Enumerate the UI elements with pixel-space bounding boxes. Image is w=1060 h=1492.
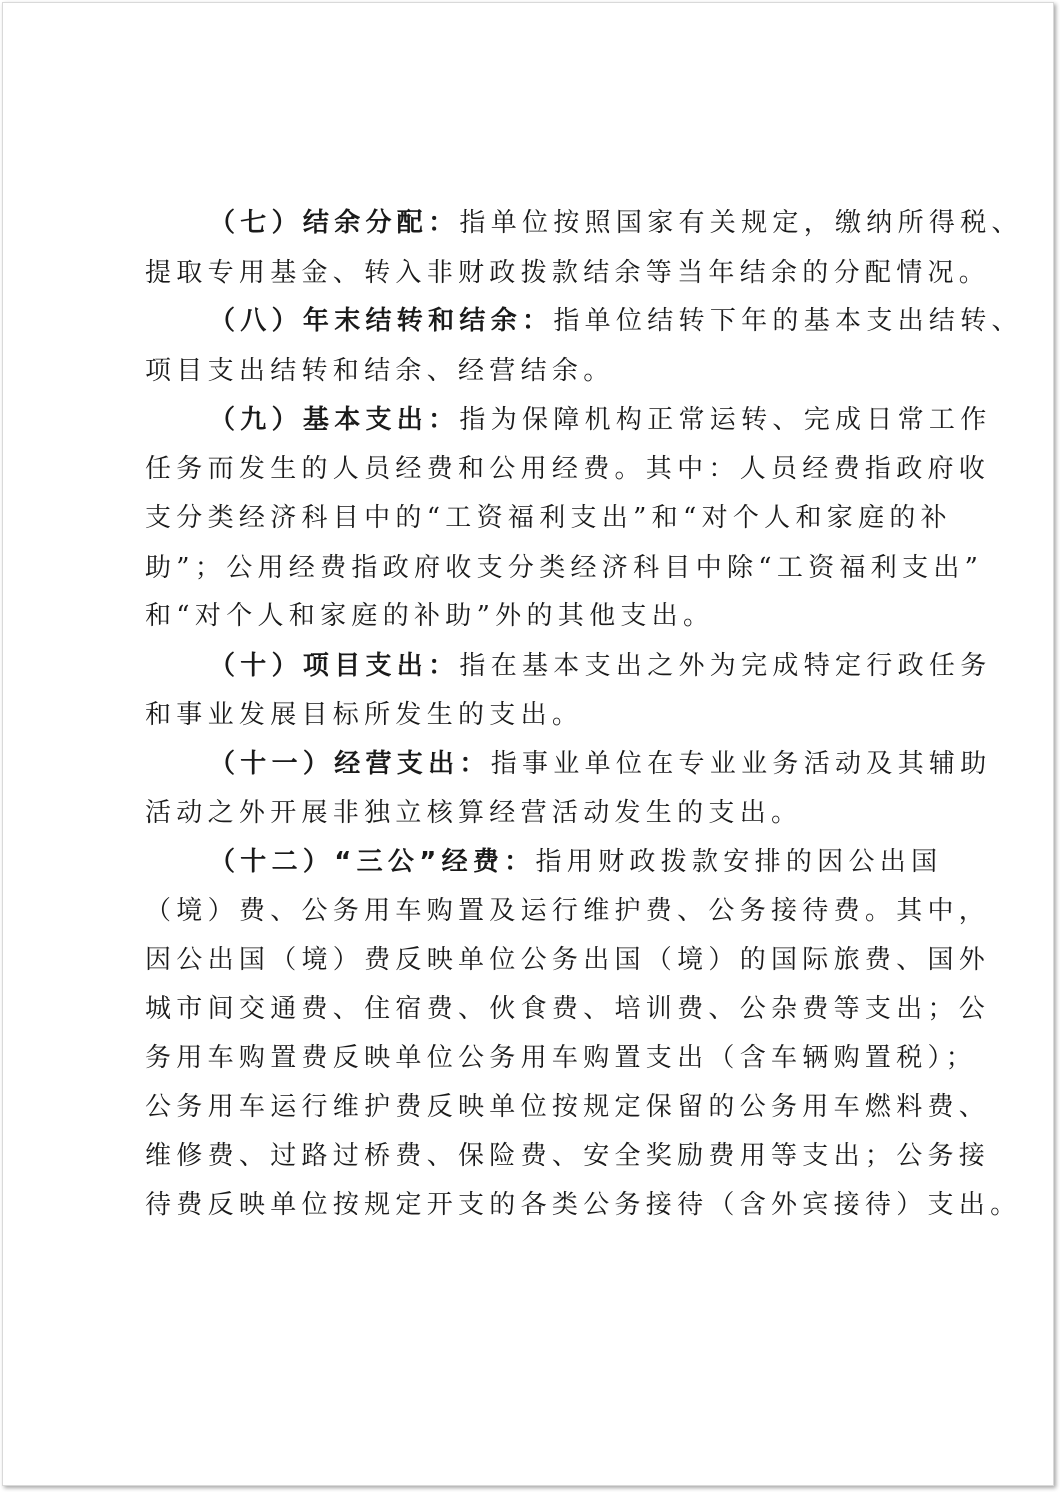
paragraph-7-line-2: 提取专用基金、转入非财政拨款结余等当年结余的分配情况。: [145, 258, 991, 288]
paragraph-9-line-1: （九）基本支出：指为保障机构正常运转、完成日常工作: [209, 405, 992, 435]
paragraph-12-line-3: 因公出国（境）费反映单位公务出国（境）的国际旅费、国外: [145, 945, 991, 975]
paragraph-8-line-1: （八）年末结转和结余：指单位结转下年的基本支出结转、: [209, 306, 1023, 336]
paragraph-12-line-2: （境）费、公务用车购置及运行维护费、公务接待费。其中，: [145, 896, 991, 926]
paragraph-12-line-1: （十二）“三公”经费：指用财政拨款安排的因公出国: [209, 847, 943, 877]
term-project-expenditure: （十）项目支出：: [209, 651, 460, 681]
paragraph-10-line-1: （十）项目支出：指在基本支出之外为完成特定行政任务: [209, 651, 992, 681]
paragraph-8-line-2: 项目支出结转和结余、经营结余。: [145, 356, 615, 386]
paragraph-10-line-2: 和事业发展目标所发生的支出。: [145, 700, 584, 730]
paragraph-12-line-8: 待费反映单位按规定开支的各类公务接待（含外宾接待）支出。: [145, 1190, 1022, 1220]
paragraph-11-line-1: （十一）经营支出：指事业单位在专业业务活动及其辅助: [209, 749, 992, 779]
paragraph-12-line-4: 城市间交通费、住宿费、伙食费、培训费、公杂费等支出；公: [145, 994, 991, 1024]
term-three-public-expenses: （十二）“三公”经费：: [209, 847, 536, 877]
term-basic-expenditure: （九）基本支出：: [209, 405, 460, 435]
term-surplus-distribution: （七）结余分配：: [209, 208, 460, 238]
paragraph-11-line-2: 活动之外开展非独立核算经营活动发生的支出。: [145, 798, 803, 828]
paragraph-12-line-5: 务用车购置费反映单位公务用车购置支出（含车辆购置税）；: [145, 1043, 978, 1073]
term-year-end-carryover: （八）年末结转和结余：: [209, 306, 554, 336]
paragraph-12-line-6: 公务用车运行维护费反映单位按规定保留的公务用车燃料费、: [145, 1092, 991, 1122]
paragraph-9-line-5: 和“对个人和家庭的补助”外的其他支出。: [145, 601, 715, 631]
paragraph-12-line-7: 维修费、过路过桥费、保险费、安全奖励费用等支出；公务接: [145, 1141, 991, 1171]
document-page: [2, 2, 1054, 1486]
term-operating-expenditure: （十一）经营支出：: [209, 749, 491, 779]
paragraph-9-line-3: 支分类经济科目中的“工资福利支出”和“对个人和家庭的补: [145, 503, 952, 533]
paragraph-7-line-1: （七）结余分配：指单位按照国家有关规定，缴纳所得税、: [209, 208, 1023, 238]
paragraph-9-line-2: 任务而发生的人员经费和公用经费。其中：人员经费指政府收: [145, 454, 991, 484]
paragraph-9-line-4: 助”；公用经费指政府收支分类经济科目中除“工资福利支出”: [145, 553, 984, 583]
